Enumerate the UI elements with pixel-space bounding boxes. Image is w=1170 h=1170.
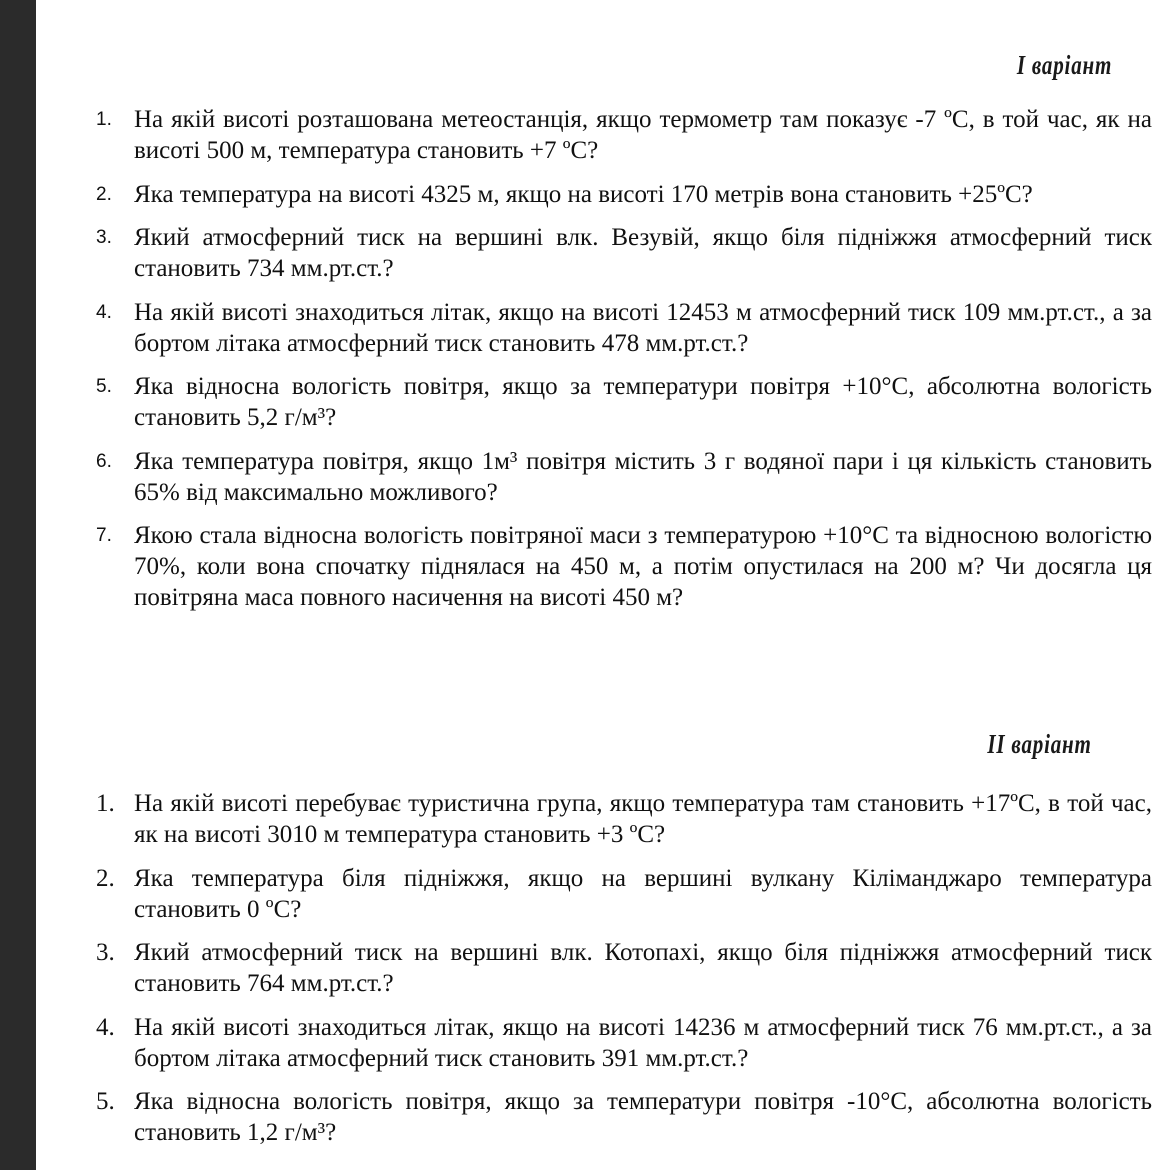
- item-number: 1.: [96, 790, 115, 817]
- item-text: Яка відносна вологість повітря, якщо за температури повітря -10°С, абсолютна вологість становить 1,2 г/м³?: [134, 1088, 1152, 1146]
- item-text: Яка відносна вологість повітря, якщо за температури повітря +10°С, абсолютна вологість становить 5,2 г/м³?: [134, 373, 1152, 431]
- item-number: 4.: [96, 301, 112, 323]
- variant-1-question-list: [96, 104, 1152, 626]
- list-item: [96, 1012, 1152, 1074]
- item-text: Який атмосферний тиск на вершині влк. Котопахі, якщо біля підніжжя атмосферний тиск становить 764 мм.рт.ст.?: [134, 939, 1152, 997]
- item-text: На якій висоті знаходиться літак, якщо на висоті 14236 м атмосферний тиск 76 мм.рт.ст., а за бортом літака атмосферний тиск становить 391 мм.рт.ст.?: [134, 1013, 1152, 1072]
- list-item: [96, 937, 1152, 999]
- list-item: [96, 446, 1152, 508]
- item-number: 5.: [96, 1088, 115, 1115]
- list-item: [96, 104, 1152, 166]
- variant-2-heading: II варіант: [987, 729, 1092, 759]
- item-number: 7.: [96, 525, 112, 546]
- item-number: 3.: [96, 939, 115, 966]
- list-item: [96, 222, 1152, 284]
- list-item: [96, 297, 1152, 359]
- list-item: [96, 1086, 1152, 1148]
- list-item: [96, 863, 1152, 925]
- variant-2-question-list: [96, 788, 1152, 1161]
- list-item: [96, 371, 1152, 433]
- item-number: 2.: [96, 183, 112, 205]
- item-text: На якій висоті розташована метеостанція, якщо термометр там показує -7 ºС, в той час, як на висоті 500 м, температура становить +7 ºС?: [134, 106, 1152, 164]
- item-number: 3.: [96, 227, 112, 248]
- item-number: 4.: [96, 1013, 115, 1041]
- item-text: Яка температура біля підніжжя, якщо на вершині вулкану Кіліманджаро температура становить 0 ºС?: [134, 864, 1152, 923]
- item-text: На якій висоті перебуває туристична група, якщо температура там становить +17ºС, в той час, як на висоті 3010 м температура становить +3 ºС?: [134, 790, 1152, 848]
- item-number: 6.: [96, 450, 112, 472]
- list-item: [96, 788, 1152, 850]
- item-text: Який атмосферний тиск на вершині влк. Везувій, якщо біля підніжжя атмосферний тиск становить 734 мм.рт.ст.?: [134, 224, 1152, 282]
- item-number: 1.: [96, 109, 112, 130]
- item-text: На якій висоті знаходиться літак, якщо на висоті 12453 м атмосферний тиск 109 мм.рт.ст., а за бортом літака атмосферний тиск становить 478 мм.рт.ст.?: [134, 298, 1152, 357]
- variant-1-heading: I варіант: [1016, 50, 1112, 80]
- item-text: Яка температура повітря, якщо 1м³ повітря містить 3 г водяної пари і ця кількість становить 65% від максимально можливого?: [134, 447, 1152, 506]
- item-number: 2.: [96, 864, 115, 892]
- list-item: [96, 179, 1152, 210]
- item-text: Якою стала відносна вологість повітряної маси з температурою +10°С та відносною вологістю 70%, коли вона спочатку піднялася на 450 м, а потім опустилася на 200 м? Чи досягла ця повітряна маса повного насичення на висоті 450 м?: [134, 522, 1152, 611]
- list-item: [96, 520, 1152, 613]
- item-text: Яка температура на висоті 4325 м, якщо на висоті 170 метрів вона становить +25ºС?: [134, 180, 1033, 208]
- page-left-edge-shadow: [0, 0, 36, 1170]
- item-number: 5.: [96, 376, 112, 397]
